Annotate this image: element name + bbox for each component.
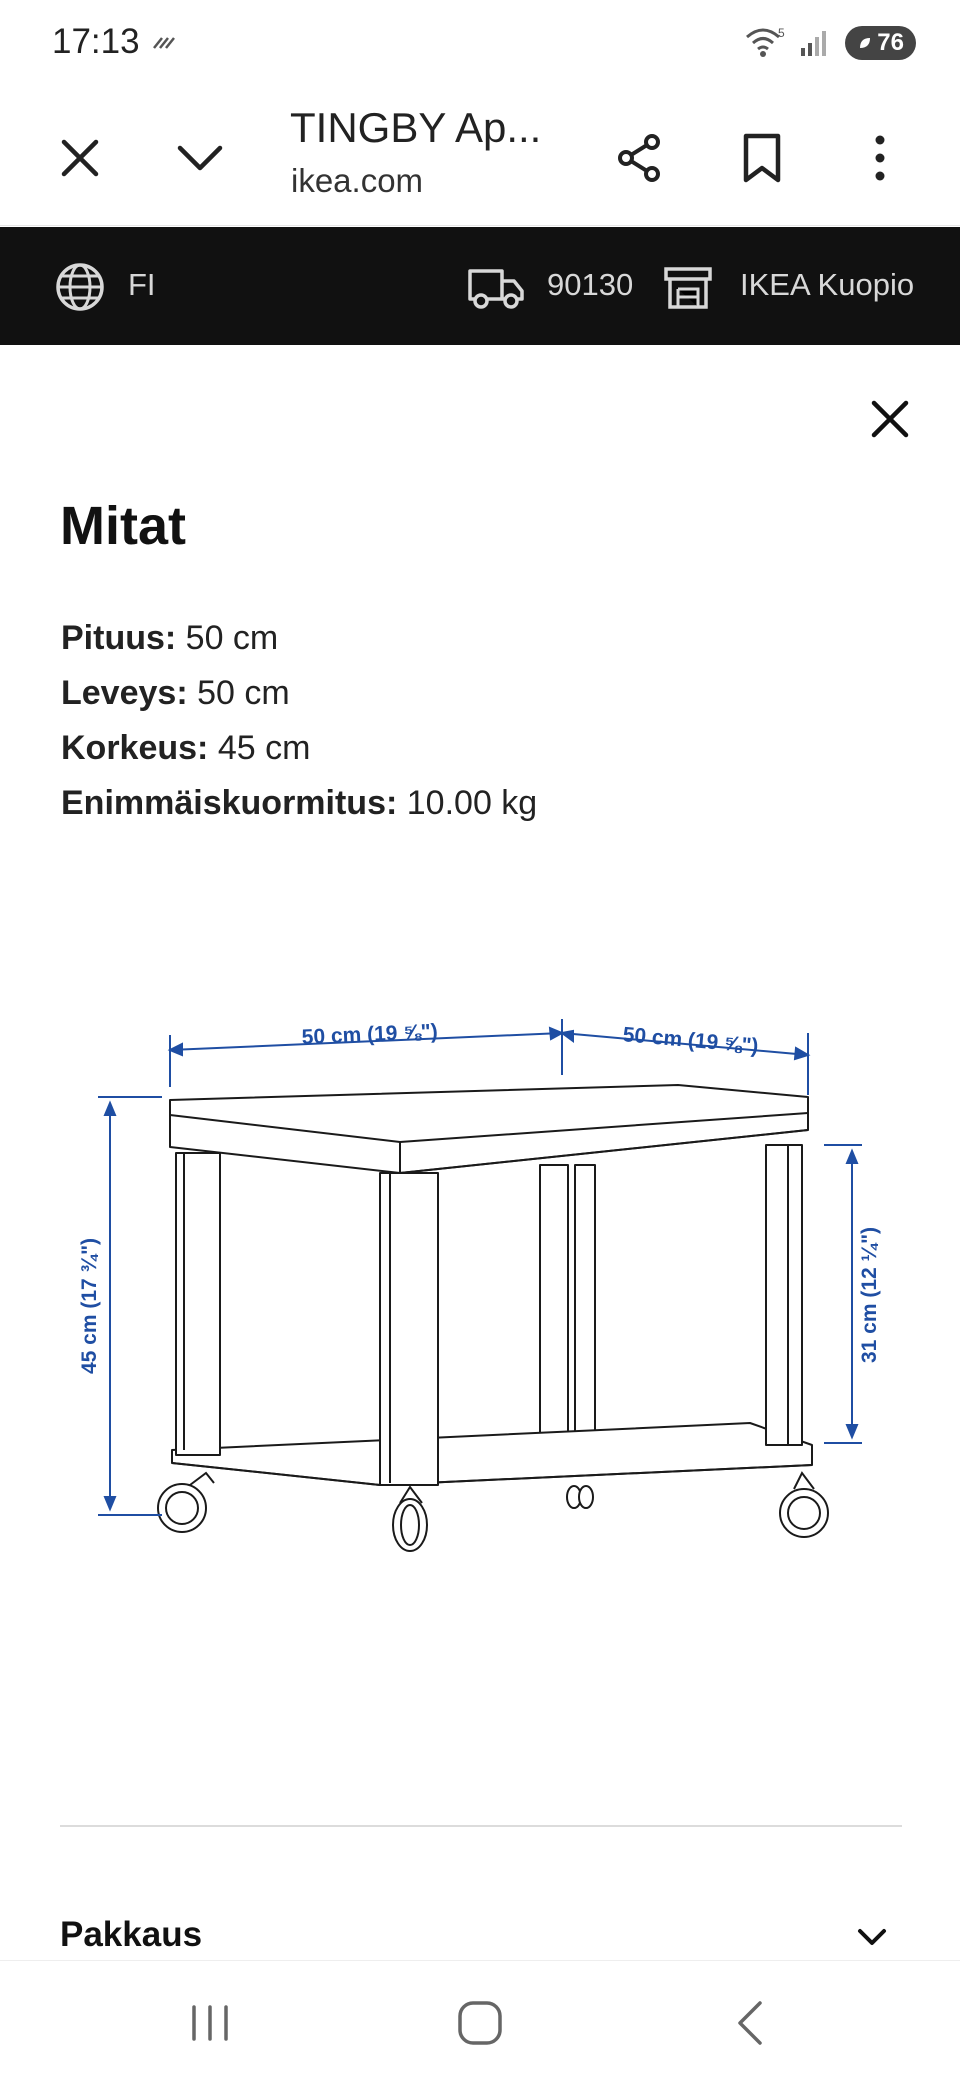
- globe-icon[interactable]: [54, 261, 106, 313]
- signal-icon: [799, 28, 831, 58]
- battery-level: 76: [877, 29, 904, 56]
- postal-code[interactable]: 90130: [547, 267, 634, 302]
- spec-row: [61, 666, 537, 721]
- chevron-down-icon[interactable]: [172, 130, 228, 186]
- width-dimension-label: 50 cm (19 ⅝"): [301, 1020, 439, 1049]
- share-icon[interactable]: [612, 130, 668, 186]
- site-header-bar: [0, 227, 960, 345]
- spec-label: Leveys:: [61, 674, 188, 712]
- status-time: 17:13: [52, 22, 140, 61]
- chevron-down-icon[interactable]: [852, 1917, 892, 1957]
- spec-label: Korkeus:: [61, 729, 209, 767]
- status-bar: [0, 0, 960, 90]
- spec-value: 50 cm: [185, 619, 279, 657]
- height-dimension-label: 45 cm (17 ¾"): [78, 1237, 101, 1375]
- battery-indicator: [845, 26, 916, 60]
- spec-value: 50 cm: [197, 674, 290, 712]
- spec-value: 45 cm: [217, 729, 311, 767]
- status-indicators: [745, 26, 916, 60]
- back-icon[interactable]: [720, 1993, 780, 2053]
- depth-dimension-label: 50 cm (19 ⅝"): [621, 1023, 760, 1058]
- more-icon[interactable]: [852, 130, 908, 186]
- spec-row: [61, 611, 537, 666]
- panel-title: Mitat: [60, 496, 186, 556]
- spec-label: Enimmäiskuormitus:: [61, 784, 398, 822]
- product-dimension-drawing: [70, 995, 881, 1615]
- dimensions-panel: [0, 345, 960, 1960]
- spec-value: 10.00 kg: [406, 784, 538, 822]
- spec-label: Pituus:: [61, 619, 177, 657]
- spec-row: [61, 721, 537, 776]
- store-selector[interactable]: IKEA Kuopio: [740, 267, 915, 302]
- spec-list: [61, 611, 537, 831]
- spec-row: [61, 776, 537, 831]
- recents-icon[interactable]: [180, 1993, 240, 2053]
- bookmark-icon[interactable]: [734, 130, 790, 186]
- browser-toolbar: [0, 90, 960, 226]
- inner-height-dimension-label: 31 cm (12 ¼"): [858, 1226, 881, 1364]
- section-divider: [60, 1825, 902, 1827]
- page-domain[interactable]: ikea.com: [291, 162, 424, 199]
- close-icon[interactable]: [862, 391, 918, 447]
- home-icon[interactable]: [450, 1993, 510, 2053]
- svg-text:5: 5: [778, 26, 785, 40]
- store-icon[interactable]: [662, 261, 714, 313]
- language-selector[interactable]: FI: [128, 267, 156, 302]
- data-saver-icon: [150, 32, 180, 52]
- truck-icon[interactable]: [466, 261, 526, 313]
- packaging-section-title[interactable]: Pakkaus: [60, 1915, 203, 1954]
- close-icon[interactable]: [52, 130, 108, 186]
- wifi-icon: [745, 27, 785, 59]
- page-title[interactable]: TINGBY Ap...: [290, 104, 542, 151]
- battery-saver-icon: [857, 35, 873, 51]
- system-navigation-bar: [0, 1960, 960, 2080]
